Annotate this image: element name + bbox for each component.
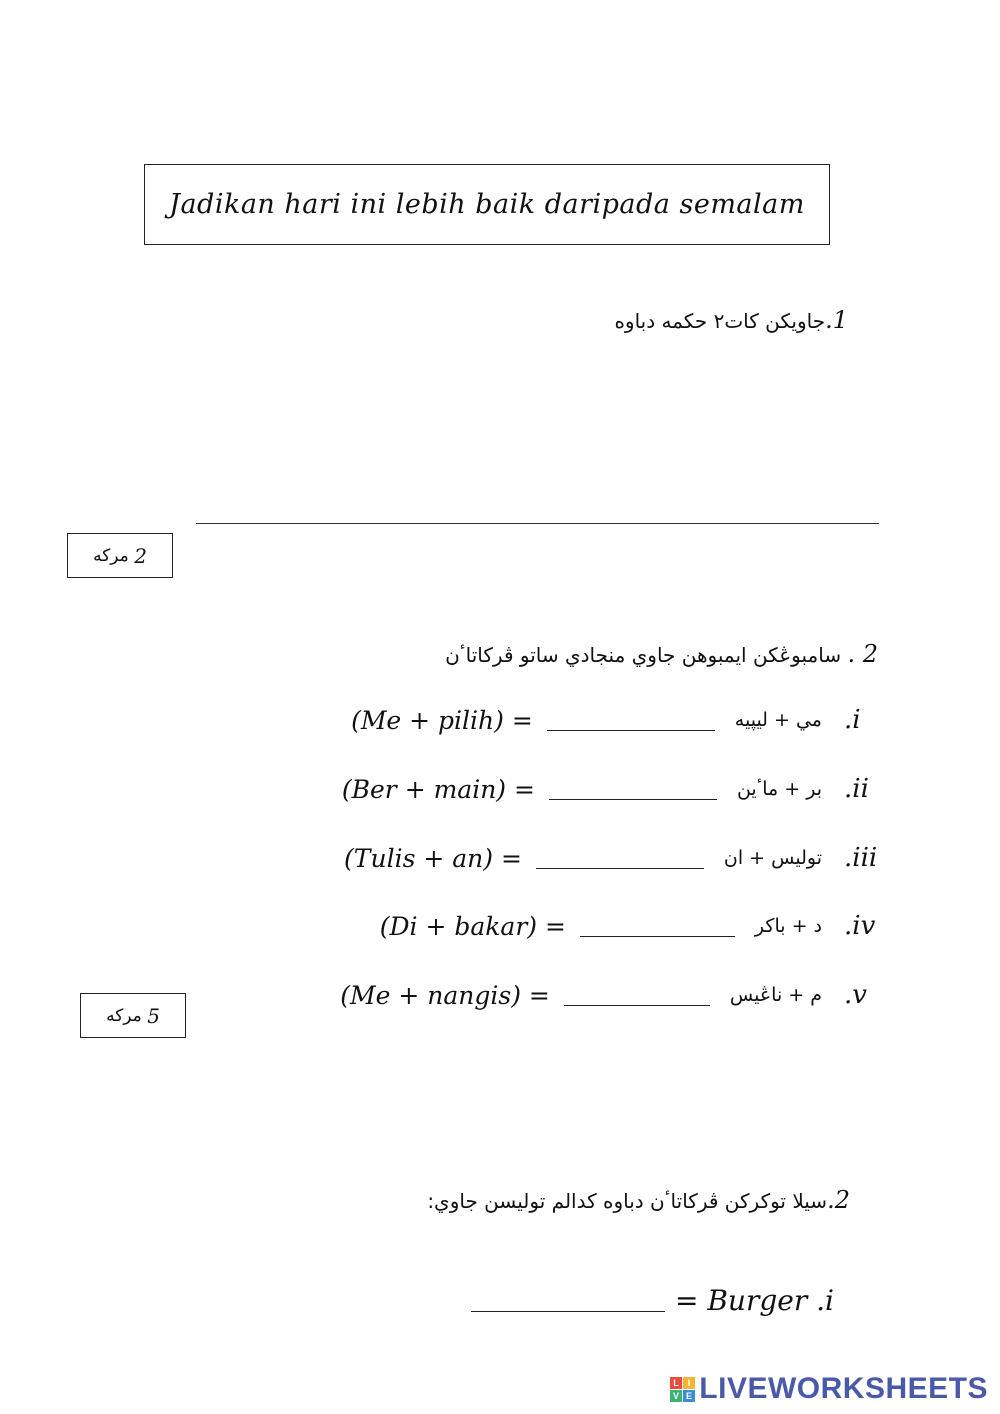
item-number: .i (844, 705, 861, 735)
question-3-number: 2. (827, 1186, 850, 1214)
list-item (342, 769, 878, 809)
motto-box (144, 164, 830, 245)
question-2 (445, 640, 878, 668)
item-number: .iv (844, 911, 876, 941)
answer-blank[interactable] (564, 985, 710, 1006)
logo-mark-cell: I (683, 1377, 695, 1389)
marks-1-value: 2 (134, 543, 147, 568)
burger-item (471, 1280, 834, 1320)
burger-equals: = (674, 1283, 699, 1317)
logo-mark-cell: E (683, 1390, 695, 1402)
item-jawi: بر + ماٴين (736, 778, 822, 800)
liveworksheets-logo (670, 1372, 988, 1406)
item-rumi: (Ber + main) = (341, 774, 535, 804)
list-item (340, 975, 878, 1015)
marks-2-label: مركه (106, 1005, 142, 1026)
item-rumi: (Me + nangis) = (340, 980, 550, 1010)
motto-text: Jadikan hari ini lebih baik daripada semalam (169, 189, 805, 220)
logo-text: LIVEWORKSHEETS (699, 1372, 988, 1405)
question-3-text: سيلا توكركن ڤركاتاٴن دباوه كدالم توليسن جاوي: (427, 1189, 828, 1213)
item-jawi: توليس + ان (723, 847, 822, 869)
item-jawi: مي + ليپيه (734, 709, 822, 731)
question-1-number: 1. (825, 306, 848, 334)
answer-blank[interactable] (549, 779, 717, 800)
logo-mark-icon (670, 1377, 695, 1402)
item-jawi: د + باكر (754, 915, 822, 937)
burger-word: Burger (707, 1283, 808, 1317)
list-item (344, 838, 878, 878)
item-rumi: (Tulis + an) = (344, 843, 522, 873)
item-rumi: (Di + bakar) = (379, 911, 566, 941)
answer-blank[interactable] (580, 916, 735, 937)
item-number: .iii (844, 843, 878, 873)
answer-blank[interactable] (547, 710, 715, 731)
logo-mark-cell: V (670, 1390, 682, 1402)
item-rumi: (Me + pilih) = (351, 705, 533, 735)
marks-box-2 (80, 993, 186, 1038)
marks-1-label: مركه (93, 545, 129, 566)
answer-line-question-1[interactable] (196, 523, 879, 524)
question-2-text: سامبوڠكن ايمبوهن جاوي منجادي ساتو ڤركاتاٴن (445, 643, 842, 667)
marks-2-value: 5 (147, 1003, 160, 1028)
list-item (351, 700, 878, 740)
question-1-text: جاويكن كات٢ حكمه دباوه (614, 309, 826, 333)
burger-number: .i (816, 1283, 834, 1317)
answer-blank-burger[interactable] (471, 1289, 665, 1312)
marks-box-1 (67, 533, 173, 578)
item-number: .v (844, 980, 867, 1010)
list-item (380, 906, 878, 946)
question-1 (614, 306, 848, 334)
item-number: .ii (844, 774, 869, 804)
question-2-number: 2 . (847, 640, 878, 668)
answer-blank[interactable] (536, 848, 704, 869)
logo-mark-cell: L (670, 1377, 682, 1389)
item-jawi: م + ناڠيس (729, 984, 822, 1006)
question-3 (427, 1186, 850, 1214)
